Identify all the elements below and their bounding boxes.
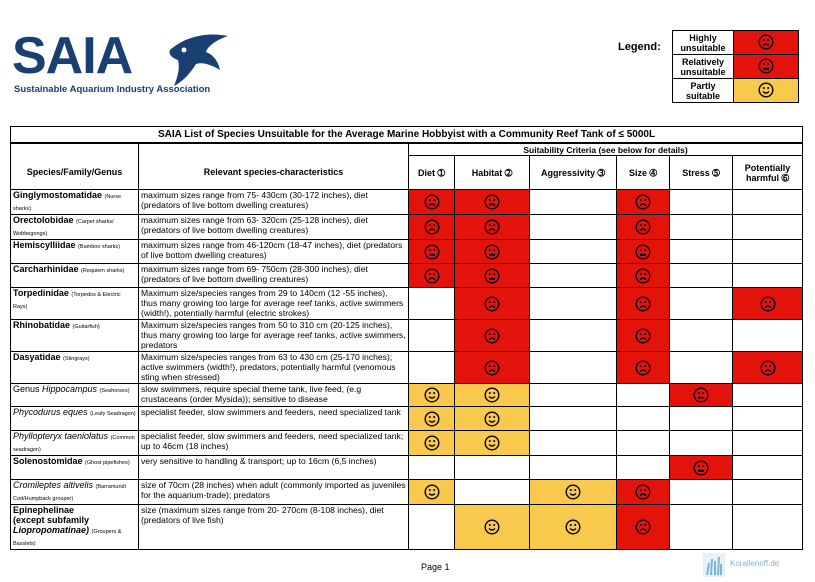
criteria-header: Suitability Criteria (see below for details): [409, 143, 803, 156]
species-name-cell: [11, 352, 139, 384]
table-row: [11, 480, 803, 505]
habitat-cell: [455, 264, 530, 288]
diet-cell: [409, 320, 455, 352]
harmful-cell: [733, 240, 803, 264]
stress-cell: [670, 288, 733, 320]
harmful-cell: [733, 288, 803, 320]
species-name: Rhinobatidae: [13, 320, 71, 330]
table-row: [11, 264, 803, 288]
neutral-face-icon: [635, 246, 651, 256]
aggressivity-cell: [530, 431, 617, 456]
harmful-cell: [733, 407, 803, 431]
legend-swatch: [734, 31, 799, 55]
species-name: Hippocampus: [42, 384, 98, 394]
col-header-aggressivity: Aggressivity ➂: [530, 156, 617, 190]
size-cell: [617, 480, 670, 505]
aggressivity-cell: [530, 190, 617, 215]
characteristics-cell: Maximum size/species ranges from 29 to 140cm (12 -55 inches), thus many growing too large for average reef tanks, active swimmers (width!), potentially harmful (electric strokes): [139, 288, 409, 320]
species-name-cell: [11, 384, 139, 407]
characteristics-cell: Maximum size/species ranges from 50 to 310 cm (20-125 inches), thus many growing too large for average reef tanks, active swimmers, predators: [139, 320, 409, 352]
table-row: [11, 215, 803, 240]
smile-face-icon: [565, 486, 581, 496]
page-number: Page 1: [421, 562, 450, 572]
frown-face-icon: [635, 270, 651, 280]
habitat-cell: [455, 407, 530, 431]
common-name: (Nurse sharks): [13, 194, 122, 212]
characteristics-cell: specialist feeder, slow swimmers and feeders, need specialized tank; up to 46cm (18 inches): [139, 431, 409, 456]
neutral-face-icon: [424, 246, 440, 256]
species-table: [10, 126, 803, 550]
harmful-cell: [733, 505, 803, 550]
size-cell: [617, 288, 670, 320]
harmful-cell: [733, 352, 803, 384]
diet-cell: [409, 384, 455, 407]
diet-cell: [409, 352, 455, 384]
species-name-line3: Liopropomatinae): [13, 525, 89, 535]
species-name: Torpedinidae: [13, 288, 69, 298]
frown-face-icon: [635, 221, 651, 231]
aggressivity-cell: [530, 384, 617, 407]
characteristics-cell: maximum sizes range from 46-120cm (18-47 inches), diet (predators of live bottom dwelling creatures): [139, 240, 409, 264]
common-name: (Requiem sharks): [81, 268, 125, 274]
aggressivity-cell: [530, 240, 617, 264]
col-header-harmful: Potentially harmful ➅: [733, 156, 803, 190]
species-name: Hemiscylliidae: [13, 240, 76, 250]
frown-face-icon: [635, 362, 651, 372]
col-header-stress: Stress ➄: [670, 156, 733, 190]
legend-row-relatively-unsuitable: [673, 55, 799, 79]
smile-face-icon: [484, 389, 500, 399]
diet-cell: [409, 456, 455, 480]
habitat-cell: [455, 431, 530, 456]
species-name: Dasyatidae: [13, 352, 61, 362]
species-name: Orectolobidae: [13, 215, 74, 225]
col-header-characteristics: Relevant species-characteristics: [139, 156, 409, 190]
diet-cell: [409, 480, 455, 505]
smile-face-icon: [424, 389, 440, 399]
common-name: (Guitarfish): [72, 324, 100, 330]
common-name: (Ghost pipefishes): [85, 460, 130, 466]
col-header-diet: Diet ➀: [409, 156, 455, 190]
common-name: (Common seadragon): [13, 435, 135, 453]
species-name-cell: [11, 480, 139, 505]
aggressivity-cell: [530, 288, 617, 320]
logo-subtitle: Sustainable Aquarium Industry Association: [14, 84, 211, 95]
stress-cell: [670, 407, 733, 431]
harmful-cell: [733, 384, 803, 407]
species-name-cell: [11, 431, 139, 456]
col-header-size: Size ➃: [617, 156, 670, 190]
species-name: Cromileptes altivelis: [13, 480, 94, 490]
size-cell: [617, 456, 670, 480]
smile-face-icon: [565, 521, 581, 531]
legend: [672, 30, 799, 103]
size-cell: [617, 320, 670, 352]
frown-face-icon: [424, 270, 440, 280]
harmful-cell: [733, 190, 803, 215]
species-name: Epinephelinae: [13, 505, 75, 515]
species-name-cell: [11, 505, 139, 550]
frown-face-icon: [484, 362, 500, 372]
common-name: (Bamboo sharks): [78, 244, 120, 250]
table-body: [11, 190, 803, 550]
size-cell: [617, 407, 670, 431]
stress-cell: [670, 215, 733, 240]
characteristics-cell: slow swimmers, require special theme tank, live feed, (e.g crustaceans (order Mysida)); sensitive to disease: [139, 384, 409, 407]
characteristics-cell: size (maximum sizes range from 20- 270cm (8-108 inches), diet (predators of live fish): [139, 505, 409, 550]
characteristics-cell: maximum sizes range from 63- 320cm (25-128 inches), diet (predators of live bottom dwelling creatures): [139, 215, 409, 240]
frown-face-icon: [760, 362, 776, 372]
table-row: [11, 288, 803, 320]
size-cell: [617, 264, 670, 288]
legend-row-partly-suitable: [673, 79, 799, 103]
neutral-face-icon: [693, 462, 709, 472]
species-name-cell: [11, 456, 139, 480]
smile-face-icon: [484, 437, 500, 447]
characteristics-cell: maximum sizes range from 75- 430cm (30-172 inches), diet (predators of live bottom dwelling creatures): [139, 190, 409, 215]
diet-cell: [409, 240, 455, 264]
table-row: [11, 320, 803, 352]
stress-cell: [670, 456, 733, 480]
table-row: [11, 240, 803, 264]
characteristics-cell: very sensitive to handling & transport; up to 16cm (6,5 inches): [139, 456, 409, 480]
frown-face-icon: [635, 521, 651, 531]
legend-swatch: [734, 55, 799, 79]
table-row: [11, 456, 803, 480]
watermark-text: Korallenriff.de: [730, 559, 780, 568]
frown-face-icon: [484, 221, 500, 231]
smile-face-icon: [484, 413, 500, 423]
species-name: Ginglymostomatidae: [13, 190, 103, 200]
diet-cell: [409, 190, 455, 215]
smile-face-icon: [424, 413, 440, 423]
diet-cell: [409, 288, 455, 320]
frown-face-icon: [635, 196, 651, 206]
logo-text: SAIA: [12, 27, 133, 85]
characteristics-cell: maximum sizes range from 69- 750cm (28-300 inches), diet (predators of live bottom dwelling creatures): [139, 264, 409, 288]
species-name-cell: [11, 288, 139, 320]
habitat-cell: [455, 384, 530, 407]
size-cell: [617, 384, 670, 407]
species-name-prefix: Genus: [13, 384, 43, 394]
stress-cell: [670, 190, 733, 215]
stress-cell: [670, 320, 733, 352]
table-row: [11, 431, 803, 456]
species-name-cell: [11, 320, 139, 352]
frown-face-icon: [484, 330, 500, 340]
species-name-line2: (except subfamily: [13, 515, 90, 525]
diet-cell: [409, 431, 455, 456]
aggressivity-cell: [530, 505, 617, 550]
characteristics-cell: size of 70cm (28 inches) when adult (commonly imported as juveniles for the aquarium-trade); predators: [139, 480, 409, 505]
diet-cell: [409, 505, 455, 550]
common-name: (Carpet sharks/ Wobbegongs): [13, 219, 114, 237]
neutral-face-icon: [758, 58, 774, 75]
size-cell: [617, 431, 670, 456]
table-row: [11, 190, 803, 215]
table-row: [11, 505, 803, 550]
frown-face-icon: [484, 196, 500, 206]
legend-text: Highly unsuitable: [673, 31, 734, 55]
watermark: [703, 553, 803, 577]
col-header-species: Species/Family/Genus: [11, 156, 139, 190]
aggressivity-cell: [530, 480, 617, 505]
stress-cell: [670, 505, 733, 550]
harmful-cell: [733, 320, 803, 352]
common-name: (Groupers & Basslets): [13, 529, 122, 547]
stress-cell: [670, 240, 733, 264]
stress-cell: [670, 384, 733, 407]
habitat-cell: [455, 480, 530, 505]
species-name-cell: [11, 215, 139, 240]
species-name: Solenostomidae: [13, 456, 83, 466]
species-name-cell: [11, 407, 139, 431]
habitat-cell: [455, 288, 530, 320]
size-cell: [617, 505, 670, 550]
smile-face-icon: [758, 82, 774, 99]
common-name: (Barramundi Cod/Humpback grouper): [13, 484, 126, 502]
habitat-cell: [455, 505, 530, 550]
legend-text: Relatively unsuitable: [673, 55, 734, 79]
aggressivity-cell: [530, 352, 617, 384]
characteristics-cell: Maximum size/species ranges from 63 to 430 cm (25-170 inches); active swimmers (width!), predators, potentially harmful (venomous sting when stressed): [139, 352, 409, 384]
frown-face-icon: [635, 486, 651, 496]
habitat-cell: [455, 320, 530, 352]
watermark-logo-icon: [703, 553, 725, 577]
stress-cell: [670, 264, 733, 288]
common-name: (Stingrays): [63, 356, 90, 362]
size-cell: [617, 190, 670, 215]
aggressivity-cell: [530, 215, 617, 240]
frown-face-icon: [635, 298, 651, 308]
harmful-cell: [733, 480, 803, 505]
habitat-cell: [455, 190, 530, 215]
species-name: Phyllopteryx taeniolatus: [13, 431, 109, 441]
frown-face-icon: [635, 330, 651, 340]
common-name: (Torpedos & Electric Rays): [13, 292, 121, 310]
legend-row-highly-unsuitable: [673, 31, 799, 55]
frown-face-icon: [484, 298, 500, 308]
stress-cell: [670, 352, 733, 384]
habitat-cell: [455, 240, 530, 264]
harmful-cell: [733, 215, 803, 240]
species-name-cell: [11, 190, 139, 215]
neutral-face-icon: [484, 270, 500, 280]
smile-face-icon: [424, 486, 440, 496]
table-title: SAIA List of Species Unsuitable for the Average Marine Hobbyist with a Community Reef Tank of ≤ 5000L: [11, 127, 803, 144]
harmful-cell: [733, 456, 803, 480]
aggressivity-cell: [530, 407, 617, 431]
aggressivity-cell: [530, 456, 617, 480]
table-row: [11, 384, 803, 407]
table-row: [11, 407, 803, 431]
habitat-cell: [455, 456, 530, 480]
legend-swatch: [734, 79, 799, 103]
table-row: [11, 352, 803, 384]
species-name: Carcharhinidae: [13, 264, 79, 274]
angelfish-icon: [162, 30, 232, 88]
col-header-habitat: Habitat ➁: [455, 156, 530, 190]
frown-face-icon: [424, 221, 440, 231]
species-name-cell: [11, 264, 139, 288]
species-name: Phycodurus eques: [13, 407, 88, 417]
aggressivity-cell: [530, 320, 617, 352]
diet-cell: [409, 407, 455, 431]
habitat-cell: [455, 215, 530, 240]
smile-face-icon: [484, 521, 500, 531]
smile-face-icon: [424, 437, 440, 447]
legend-label: Legend:: [618, 41, 661, 53]
common-name: (Seahorses): [99, 388, 130, 394]
neutral-face-icon: [484, 246, 500, 256]
frown-face-icon: [758, 34, 774, 51]
size-cell: [617, 215, 670, 240]
harmful-cell: [733, 264, 803, 288]
aggressivity-cell: [530, 264, 617, 288]
neutral-face-icon: [693, 389, 709, 399]
frown-face-icon: [424, 196, 440, 206]
species-name-cell: [11, 240, 139, 264]
legend-text: Partly suitable: [673, 79, 734, 103]
frown-face-icon: [760, 298, 776, 308]
size-cell: [617, 240, 670, 264]
harmful-cell: [733, 431, 803, 456]
stress-cell: [670, 431, 733, 456]
saia-logo: [12, 27, 242, 100]
stress-cell: [670, 480, 733, 505]
diet-cell: [409, 264, 455, 288]
size-cell: [617, 352, 670, 384]
characteristics-cell: specialist feeder, slow swimmers and feeders, need specialized tank: [139, 407, 409, 431]
diet-cell: [409, 215, 455, 240]
habitat-cell: [455, 352, 530, 384]
common-name: (Leafy Seadragon): [90, 411, 136, 417]
